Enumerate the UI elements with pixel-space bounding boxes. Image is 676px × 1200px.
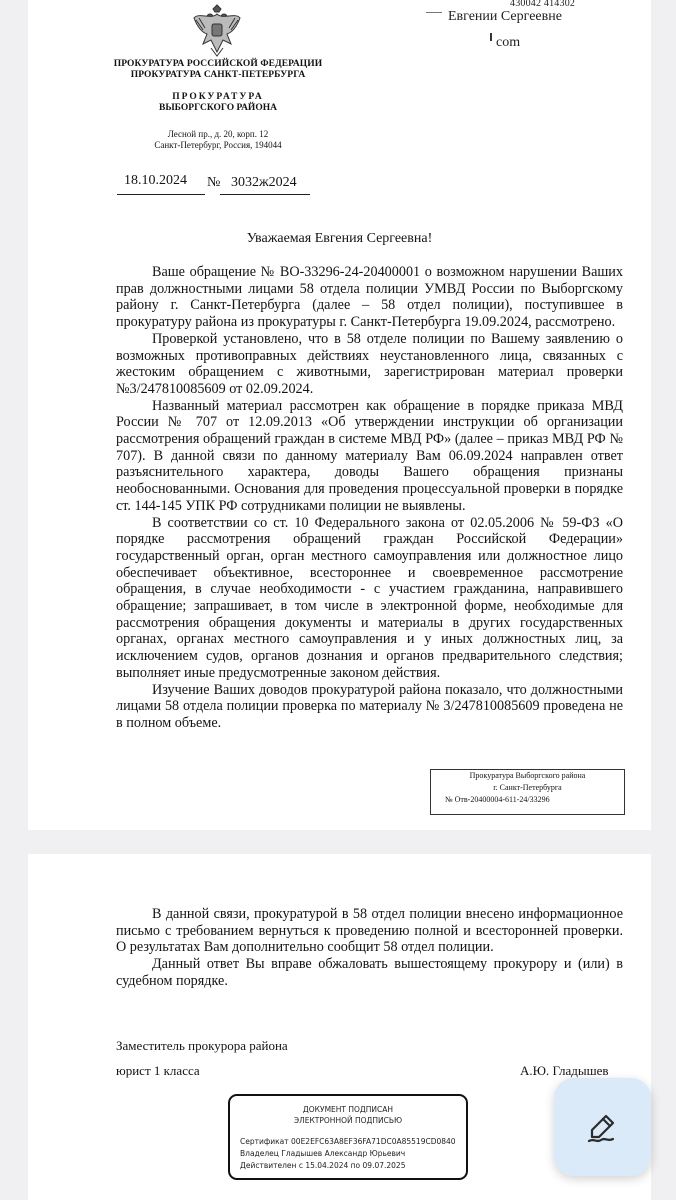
recipient-postal-codes: 430042 414302	[510, 0, 576, 9]
stamp-line-1: Прокуратура Выборгского района	[469, 771, 586, 780]
signatory-position: Заместитель прокурора района	[116, 1038, 288, 1053]
number-sign: №	[207, 175, 221, 190]
registration-stamp	[430, 769, 625, 815]
date-underline	[117, 194, 205, 195]
paragraph: Ваше обращение № ВО-33296-24-20400001 о возможном нарушении Ваших прав должностными лицами 58 отдела полиции УМВД России по Выборгскому району г. Санкт-Петербурга (далее – 58 отдел полиции), поступившее в прокуратуру района из прокуратуры г. Санкт-Петербурга 19.09.2024, рассмотрено.	[116, 264, 623, 331]
pen-signature-icon	[586, 1110, 620, 1144]
paragraph: В данной связи, прокуратурой в 58 отдел полиции внесено информационное письмо с требованием вернуться к проведению полной и всесторонней проверки. О результатах Вам дополнительно сообщит 58 отдел полиции.	[116, 906, 623, 956]
paragraph: Проверкой установлено, что в 58 отделе полиции по Вашему заявлению о возможных противоправных действиях неустановленного лица, связанных с жестоким обращением с животными, зарегистрирован материал проверки №3/247810085609 от 02.09.2024.	[116, 330, 623, 397]
paragraph: Названный материал рассмотрен как обращение в порядке приказа МВД России № 707 от 12.09.2013 «Об утверждении инструкции об организации рассмотрения обращений граждан в системе МВД РФ» (далее – приказ МВД РФ № 707). В данной связи по данному материалу Вам 06.09.2024 направлен ответ разъяснительного характера, доводы Вашего обращения признаны необоснованными. Основания для проведения процессуальной проверки в порядке ст. 144-145 УПК РФ сотрудниками полиции не выявлены.	[116, 397, 623, 514]
markup-edit-button[interactable]	[554, 1078, 651, 1176]
header-line-2: ПРОКУРАТУРА САНКТ-ПЕТЕРБУРГА	[130, 70, 306, 80]
document-page-1	[28, 0, 651, 830]
signatory-name: А.Ю. Гладышев	[520, 1063, 609, 1078]
esig-owner: Владелец Гладышев Александр Юрьевич	[240, 1149, 406, 1158]
esig-valid: Действителен с 15.04.2024 по 09.07.2025	[240, 1161, 406, 1170]
header-line-4: ВЫБОРГСКОГО РАЙОНА	[159, 103, 277, 113]
letter-body-page-1	[116, 264, 623, 732]
registration-date: 18.10.2024	[124, 173, 187, 188]
office-address-2: Санкт-Петербург, Россия, 194044	[154, 140, 282, 150]
signatory-rank: юрист 1 класса	[116, 1063, 200, 1078]
recipient-email-fragment: com	[496, 35, 521, 50]
paragraph: Изучение Ваших доводов прокуратурой района показало, что должностными лицами 58 отдела полиции проверка по материалу № 3/247810085609 проведена не в полном объеме.	[116, 681, 623, 731]
paragraph: Данный ответ Вы вправе обжаловать вышестоящему прокурору и (или) в судебном порядке.	[116, 956, 623, 989]
redaction-mark	[490, 33, 492, 41]
coat-of-arms-emblem-icon	[191, 4, 243, 60]
registration-number: 3032ж2024	[231, 175, 297, 190]
recipient-name: Евгении Сергеевне	[448, 9, 562, 24]
number-underline	[220, 194, 310, 195]
stamp-line-2: г. Санкт-Петербурга	[493, 783, 562, 792]
salutation: Уважаемая Евгения Сергеевна!	[246, 231, 433, 246]
redaction-mark	[426, 12, 442, 13]
header-line-3: ПРОКУРАТУРА	[172, 92, 264, 102]
stamp-number: № Отв-20400004-611-24/33296	[445, 795, 550, 804]
esig-title-2: ЭЛЕКТРОННОЙ ПОДПИСЬЮ	[293, 1116, 403, 1125]
office-address-1: Лесной пр., д. 20, корп. 12	[167, 129, 269, 139]
esig-certificate: Сертификат 00E2EFC63A8EF36FA71DC0A85519CD0840	[240, 1137, 456, 1146]
paragraph: В соответствии со ст. 10 Федерального закона от 02.05.2006 № 59-ФЗ «О порядке рассмотрения обращений граждан Российской Федерации» государственный орган, орган местного самоуправления или должностное лицо обеспечивает объективное, всестороннее и своевременное рассмотрение обращения, в случае необходимости - с участием гражданина, направившего обращение; запрашивает, в том числе в электронной форме, необходимые для рассмотрения обращения документы и материалы в других государственных органах, органах местного самоуправления и у иных должностных лиц, за исключением судов, органов дознания и органов предварительного следствия; выполняет иные предусмотренные законом действия.	[116, 514, 623, 681]
header-line-1: ПРОКУРАТУРА РОССИЙСКОЙ ФЕДЕРАЦИИ	[113, 59, 323, 69]
esig-title-1: ДОКУМЕНТ ПОДПИСАН	[302, 1105, 394, 1114]
letter-body-page-2	[116, 906, 623, 990]
electronic-signature-stamp	[228, 1094, 468, 1180]
